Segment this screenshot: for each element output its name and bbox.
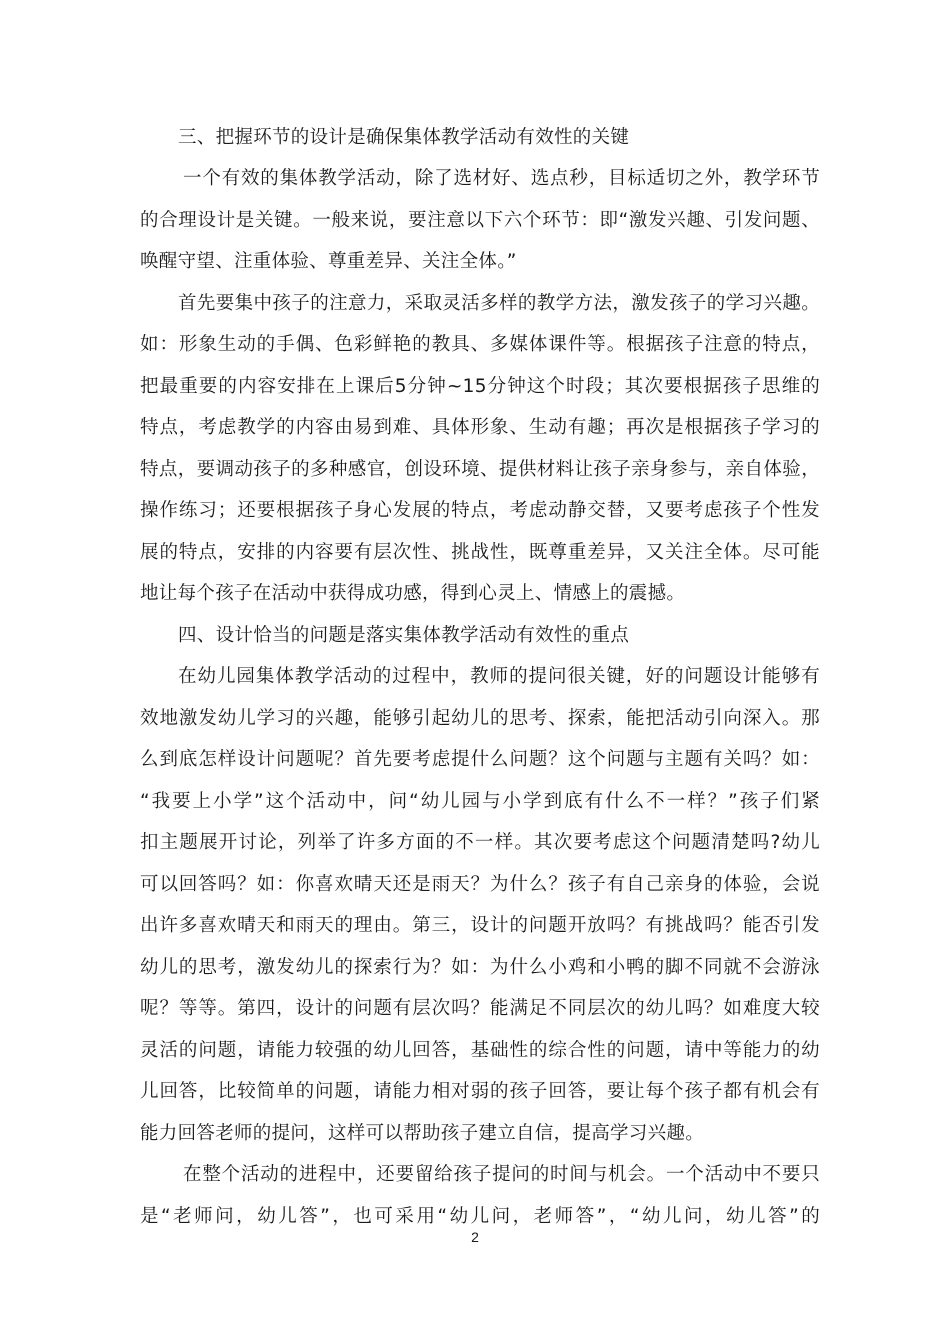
paragraph-line: 么到底怎样设计问题呢？首先要考虑提什么问题？这个问题与主题有关吗？如： <box>140 749 820 770</box>
paragraph-line: 幼儿的思考，激发幼儿的探索行为？如：为什么小鸡和小鸭的脚不同就不会游泳 <box>140 957 820 978</box>
paragraph-line: 在整个活动的进程中，还要留给孩子提问的时间与机会。一个活动中不要只 <box>183 1164 820 1185</box>
paragraph-line: 儿回答，比较简单的问题，请能力相对弱的孩子回答，要让每个孩子都有机会有 <box>140 1081 820 1102</box>
page-number: 2 <box>471 1229 479 1245</box>
paragraph-line: 灵活的问题，请能力较强的幼儿回答，基础性的综合性的问题，请中等能力的幼 <box>140 1040 820 1061</box>
paragraph-line: 展的特点，安排的内容要有层次性、挑战性，既尊重差异，又关注全体。尽可能 <box>140 542 820 563</box>
paragraph-line: “我要上小学”这个活动中，问“幼儿园与小学到底有什么不一样？”孩子们紧 <box>140 791 820 812</box>
section-heading-4: 四、设计恰当的问题是落实集体教学活动有效性的重点 <box>178 625 630 646</box>
paragraph-line: 能力回答老师的提问，这样可以帮助孩子建立自信，提高学习兴趣。 <box>140 1123 705 1144</box>
paragraph-line: 唤醒守望、注重体验、尊重差异、关注全体。” <box>140 251 517 272</box>
paragraph-line: 把最重要的内容安排在上课后5分钟~15分钟这个时段；其次要根据孩子思维的 <box>140 376 820 397</box>
paragraph-line: 特点，考虑教学的内容由易到难、具体形象、生动有趣；再次是根据孩子学习的 <box>140 417 820 438</box>
paragraph-line: 出许多喜欢晴天和雨天的理由。第三，设计的问题开放吗？有挑战吗？能否引发 <box>140 915 820 936</box>
paragraph-line: 的合理设计是关键。一般来说，要注意以下六个环节：即“激发兴趣、引发问题、 <box>140 210 820 231</box>
paragraph-line: 是“老师问，幼儿答”，也可采用“幼儿问，老师答”，“幼儿问，幼儿答”的 <box>140 1206 820 1227</box>
paragraph-line: 地让每个孩子在活动中获得成功感，得到心灵上、情感上的震撼。 <box>140 583 686 604</box>
paragraph-line: 扣主题展开讨论，列举了许多方面的不一样。其次要考虑这个问题清楚吗?幼儿 <box>140 832 820 853</box>
paragraph-line: 效地激发幼儿学习的兴趣，能够引起幼儿的思考、探索，能把活动引向深入。那 <box>140 708 820 729</box>
paragraph-line: 在幼儿园集体教学活动的过程中，教师的提问很关键，好的问题设计能够有 <box>178 666 820 687</box>
paragraph-line: 首先要集中孩子的注意力，采取灵活多样的教学方法，激发孩子的学习兴趣。 <box>178 293 820 314</box>
section-heading-3: 三、把握环节的设计是确保集体教学活动有效性的关键 <box>178 127 630 148</box>
paragraph-line: 特点，要调动孩子的多种感官，创设环境、提供材料让孩子亲身参与，亲自体验， <box>140 459 820 480</box>
paragraph-line: 呢？等等。第四，设计的问题有层次吗？能满足不同层次的幼儿吗？如难度大较 <box>140 998 820 1019</box>
paragraph-line: 可以回答吗？如：你喜欢晴天还是雨天？为什么？孩子有自己亲身的体验，会说 <box>140 874 820 895</box>
paragraph-line: 如：形象生动的手偶、色彩鲜艳的教具、多媒体课件等。根据孩子注意的特点， <box>140 334 820 355</box>
paragraph-line: 一个有效的集体教学活动，除了选材好、选点秒，目标适切之外，教学环节 <box>183 168 820 189</box>
paragraph-line: 操作练习；还要根据孩子身心发展的特点，考虑动静交替，又要考虑孩子个性发 <box>140 500 820 521</box>
